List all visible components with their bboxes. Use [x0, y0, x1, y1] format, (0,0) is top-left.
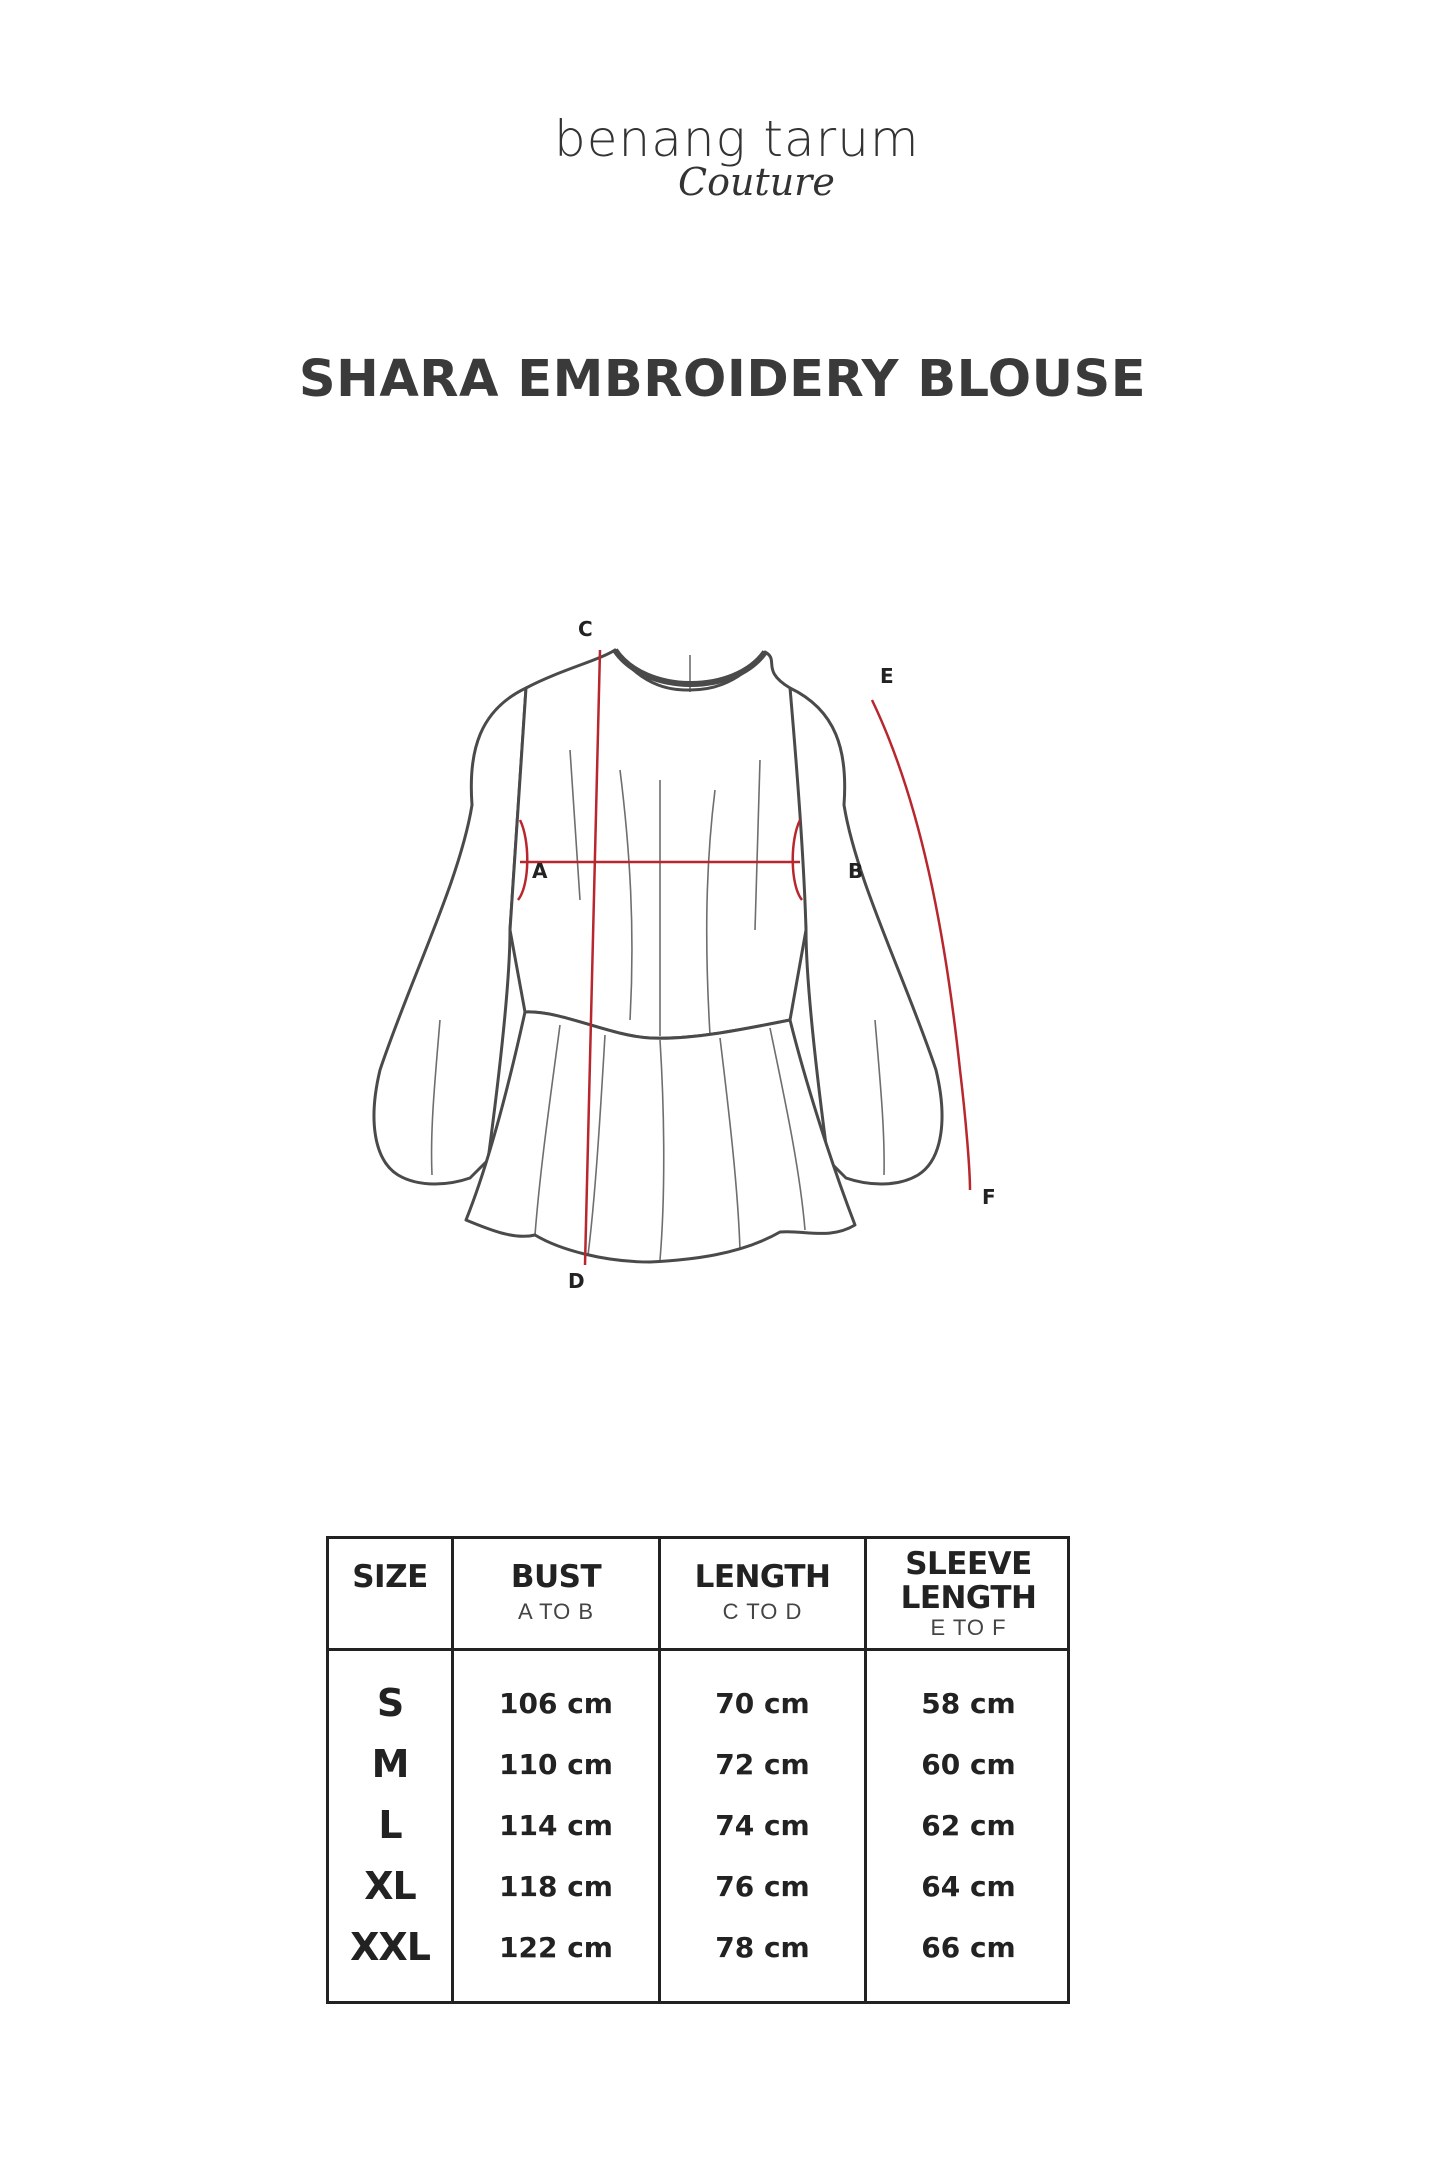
- point-label-c: C: [578, 617, 593, 641]
- table-row: XXL 122 cm 78 cm 66 cm: [350, 1925, 1016, 1969]
- point-label-e: E: [880, 664, 894, 688]
- point-label-a: A: [532, 859, 548, 883]
- header-size: SIZE: [352, 1559, 428, 1595]
- header-length: LENGTH C TO D: [694, 1559, 831, 1624]
- point-label-d: D: [568, 1269, 585, 1293]
- logo-subline: Couture: [678, 160, 835, 204]
- table-row: S 106 cm 70 cm 58 cm: [376, 1681, 1016, 1725]
- page-title: SHARA EMBROIDERY BLOUSE: [298, 350, 1147, 409]
- point-label-f: F: [982, 1185, 996, 1209]
- table-row: M 110 cm 72 cm 60 cm: [371, 1742, 1016, 1786]
- brand-logo: [540, 100, 920, 210]
- table-row: XL 118 cm 76 cm 64 cm: [364, 1864, 1016, 1908]
- header-bust: BUST A TO B: [510, 1559, 602, 1624]
- logo-wordmark: benang tarum: [554, 110, 920, 168]
- point-label-b: B: [848, 859, 864, 883]
- table-row: L 114 cm 74 cm 62 cm: [378, 1803, 1016, 1847]
- bodice: [510, 650, 806, 1038]
- size-chart-table: [326, 1536, 1070, 2004]
- header-sleeve-length: SLEEVE LENGTH E TO F: [900, 1546, 1037, 1640]
- blouse-measurement-diagram: [360, 600, 1080, 1320]
